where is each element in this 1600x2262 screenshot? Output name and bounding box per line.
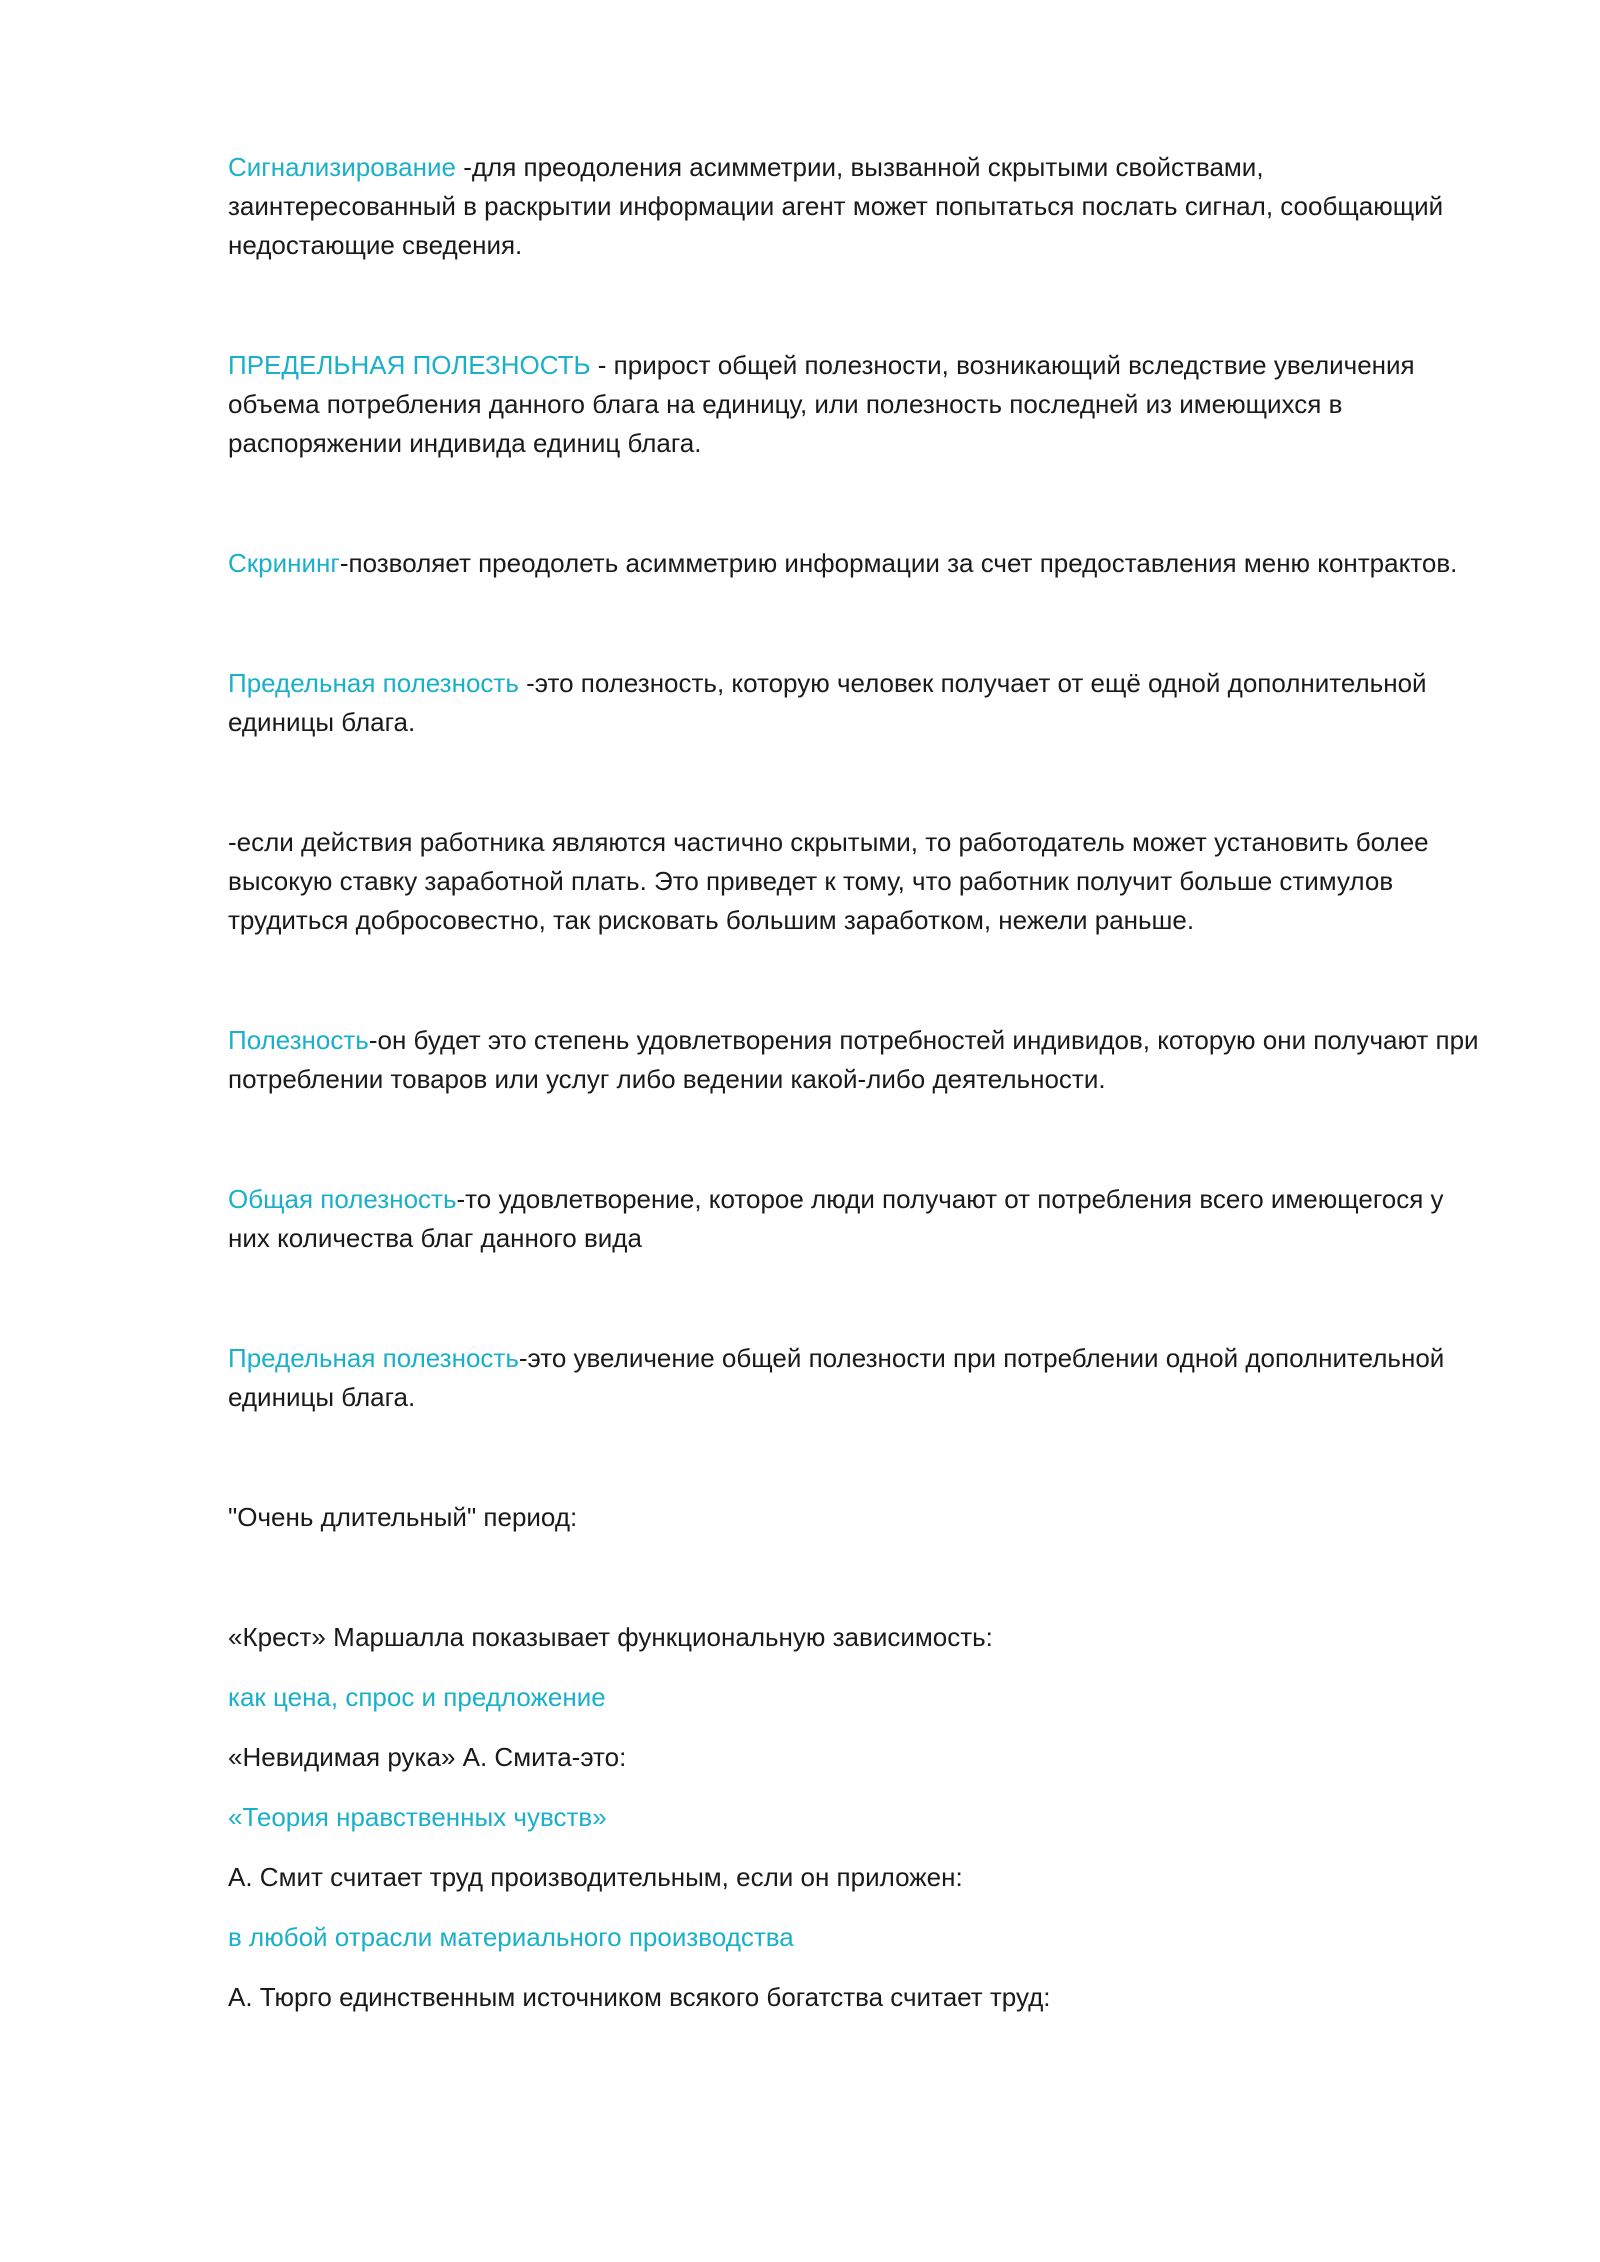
definition-term: Полезность [228, 1025, 369, 1055]
document-body [228, 148, 1488, 2038]
qa-question: А. Тюрго единственным источником всякого богатства считает труд: [228, 1982, 1051, 2012]
definition-text: -если действия работника являются частично скрытыми, то работодатель может установить более высокую ставку заработной плать. Это приведет к тому, что работник получит больше стимулов трудиться добросовестно, так рисковать большим заработком, нежели раньше. [228, 827, 1429, 935]
definition-paragraph [228, 1180, 1488, 1258]
definition-text: -для преодоления асимметрии, вызванной скрытыми свойствами, заинтересованный в раскрытии информации агент может попытаться послать сигнал, сообщающий недостающие сведения. [228, 152, 1444, 260]
definition-term: Предельная полезность [228, 1343, 519, 1373]
definition-term: Предельная полезность [228, 668, 519, 698]
qa-answer: как цена, спрос и предложение [228, 1682, 606, 1712]
definition-paragraph [228, 544, 1488, 583]
definition-paragraph [228, 664, 1488, 742]
period-line: "Очень длительный" период: [228, 1502, 578, 1532]
definition-text: -это увеличение общей полезности при потреблении одной дополнительной единицы блага. [228, 1343, 1445, 1412]
definition-paragraph [228, 346, 1488, 463]
qa-question: «Невидимая рука» А. Смита-это: [228, 1742, 627, 1772]
definition-term: ПРЕДЕЛЬНАЯ ПОЛЕЗНОСТЬ [228, 350, 591, 380]
definition-text: -он будет это степень удовлетворения потребностей индивидов, которую они получают при потреблении товаров или услуг либо ведении какой-либо деятельности. [228, 1025, 1479, 1094]
definition-paragraph [228, 1021, 1488, 1099]
qa-answer: в любой отрасли материального производства [228, 1922, 794, 1952]
definition-term: Скрининг [228, 548, 340, 578]
qa-question: «Крест» Маршалла показывает функциональную зависимость: [228, 1622, 993, 1652]
definition-paragraph [228, 1339, 1488, 1417]
definition-text: -позволяет преодолеть асимметрию информации за счет предоставления меню контрактов. [339, 548, 1458, 578]
definition-paragraph [228, 823, 1488, 940]
definition-paragraph [228, 148, 1488, 265]
definition-term: Общая полезность [228, 1184, 457, 1214]
qa-question: А. Смит считает труд производительным, если он приложен: [228, 1862, 963, 1892]
qa-answer: «Теория нравственных чувств» [228, 1802, 607, 1832]
definition-text: -то удовлетворение, которое люди получают от потребления всего имеющегося у них количества благ данного вида [228, 1184, 1444, 1253]
definition-term: Сигнализирование [228, 152, 456, 182]
definition-text: - прирост общей полезности, возникающий вследствие увеличения объема потребления данного блага на единицу, или полезность последней из имеющихся в распоряжении индивида единиц блага. [228, 350, 1415, 458]
definition-text: -это полезность, которую человек получает от ещё одной дополнительной единицы блага. [228, 668, 1427, 737]
